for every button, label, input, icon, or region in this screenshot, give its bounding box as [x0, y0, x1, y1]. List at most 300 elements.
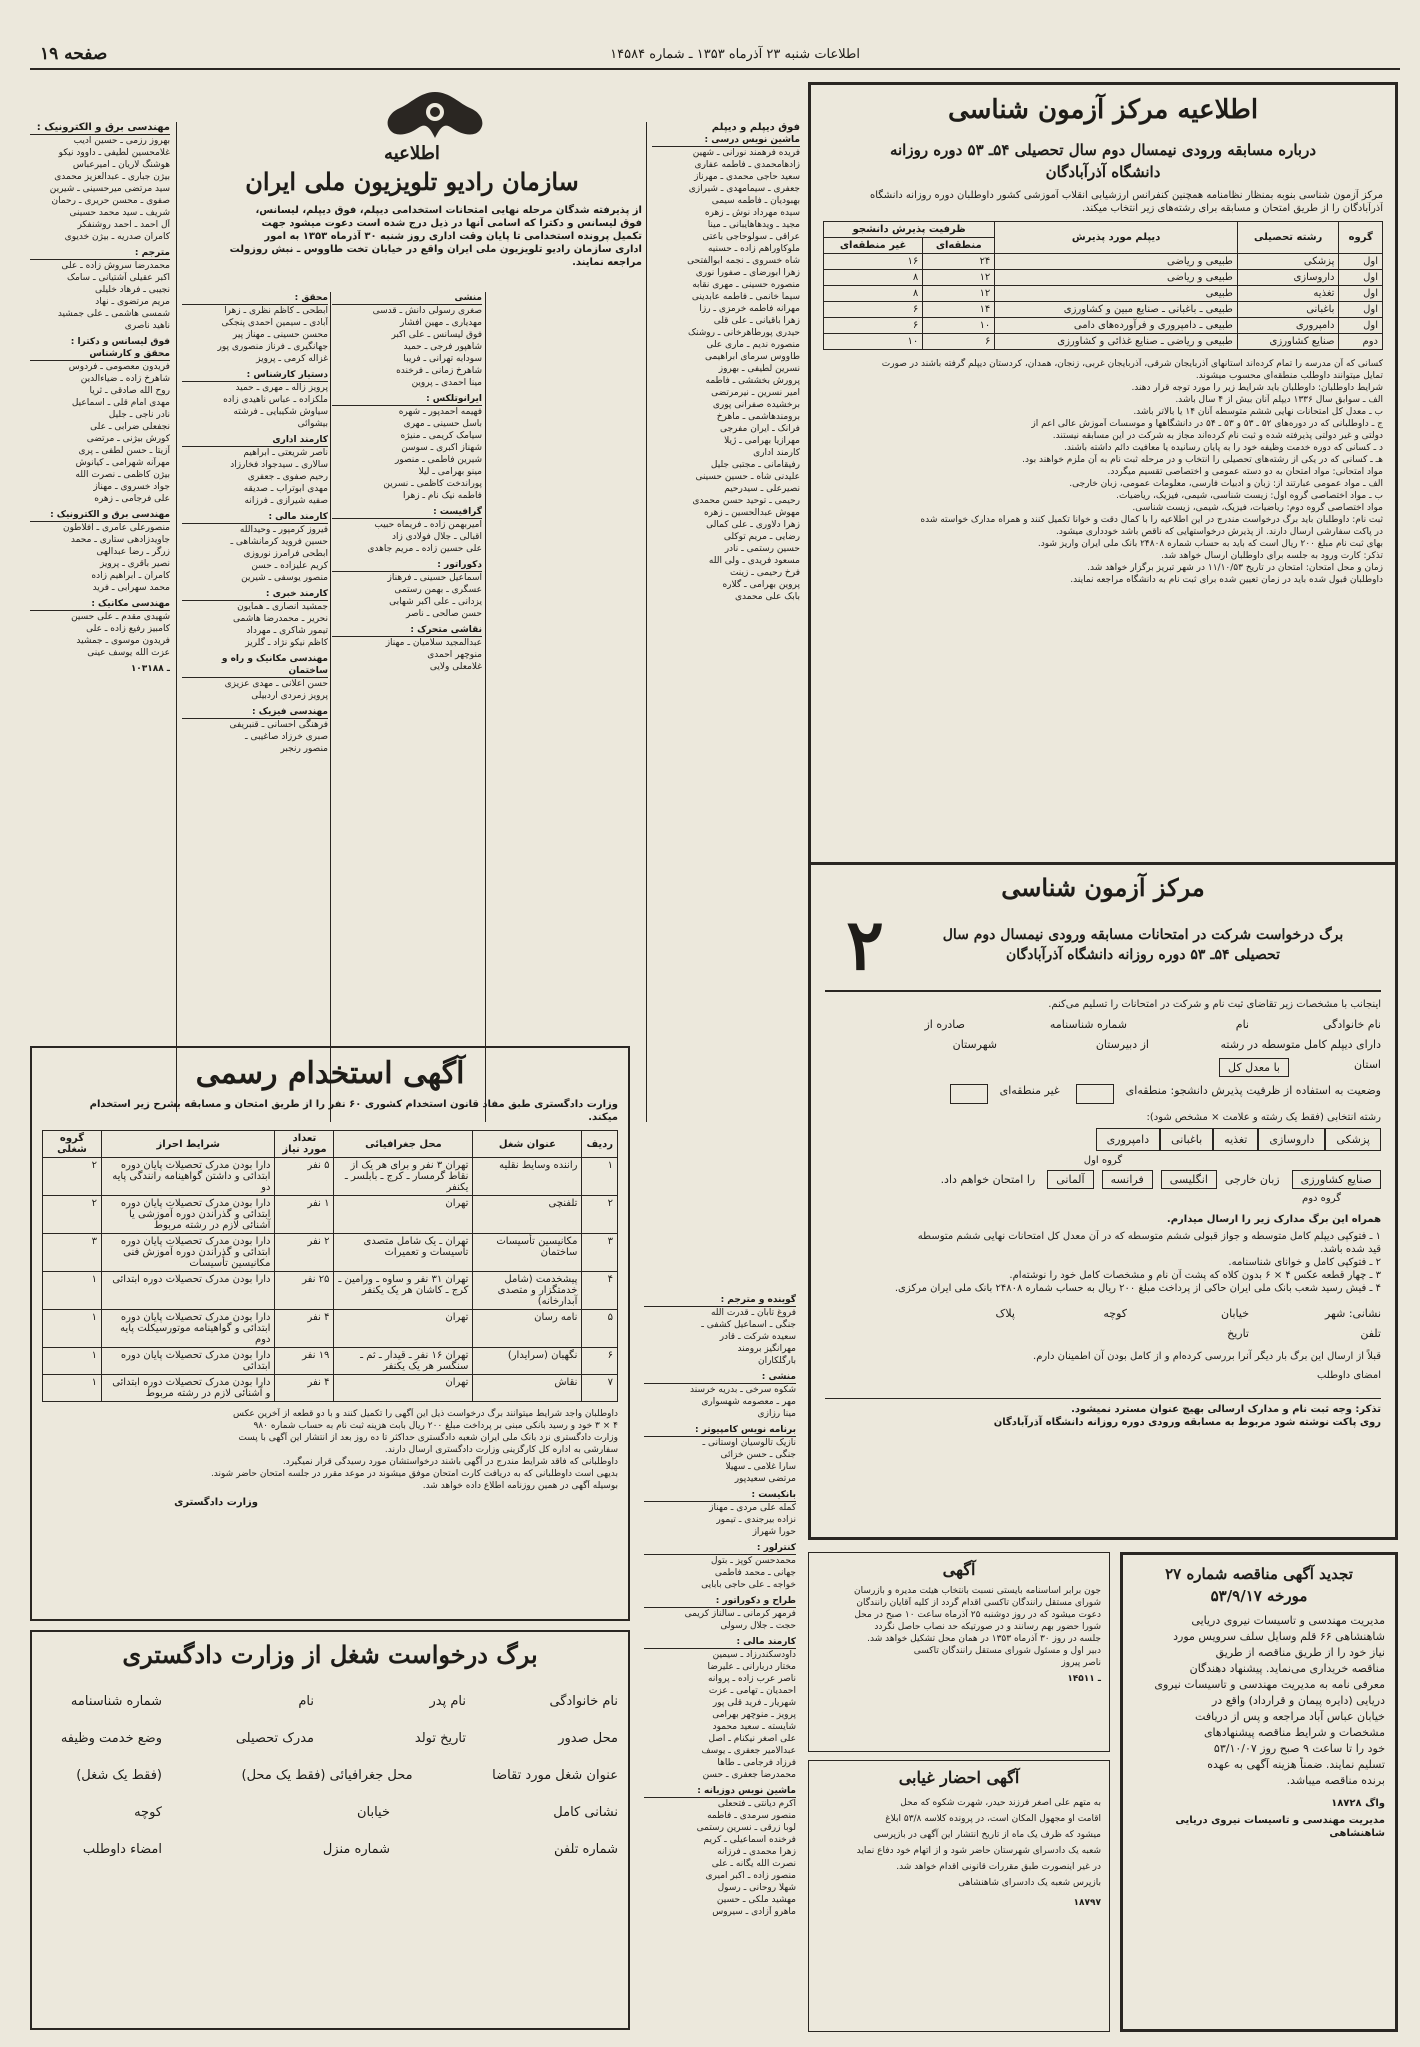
- form-field-label[interactable]: تاریخ تولد: [414, 1731, 466, 1746]
- language-suffix: را امتحان خواهم داد.: [940, 1173, 1036, 1186]
- table-cell: تهران ـ یک شامل متصدی تأسیسات و تعمیرات: [334, 1234, 473, 1272]
- table-cell: اول: [1339, 318, 1383, 334]
- name-item: فرخ رحیمی ـ زینت: [729, 568, 800, 578]
- name-item: سیده مهرداد نوش ـ زهره: [704, 208, 800, 218]
- estekhdam-body-line: وزارت دادگستری نزد بانک ملی ایران شعبه دادگستری حداکثر تا ده روز بعد از انتشار این آگهی با پست: [238, 1433, 618, 1443]
- name-item: اقبالی ـ جلال فولادی زاد: [391, 532, 482, 542]
- name-item: سعیده شرکت ـ قادر: [719, 1332, 796, 1342]
- name-item: عبدالامیر جعفری ـ یوسف: [701, 1746, 796, 1756]
- name-item: فریدون موسوی ـ جمشید: [76, 636, 170, 646]
- name-item: جمشید انصاری ـ همایون: [237, 602, 328, 612]
- notice-body-line: دولتی و غیر دولتی پذیرفته شده و ثبت نام کرده‌اند مجاز به شرکت در این مسابقه نیستند.: [1052, 431, 1383, 441]
- table-cell: طبیعی و ریاضی: [995, 254, 1238, 270]
- name-item: نجفعلی ضرابی ـ علی: [90, 422, 170, 432]
- ehzar-line: بازپرس شعبه یک دادسرای شاهنشاهی: [958, 1878, 1101, 1888]
- language-options: [1043, 1170, 1217, 1189]
- notice-intro: [823, 189, 1383, 215]
- name-item: مهرانه فاطمه خرمزی ـ رزا: [699, 304, 800, 314]
- notice-body-line: د ـ کسانی که دوره خدمت وظیفه خود را به پایان رسانیده یا معافیت دائم داشته باشند.: [1063, 443, 1383, 453]
- table-row: [43, 1348, 618, 1375]
- form-field-label[interactable]: نشانی کامل: [553, 1805, 618, 1820]
- name-item: شاهرخ زمانی ـ فرخنده: [396, 366, 482, 376]
- docs-list: [825, 1230, 1381, 1295]
- form2-container: [808, 862, 1398, 1540]
- name-item: محسن حسینی ـ مهناز پیر: [232, 330, 328, 340]
- table-cell: دوم: [1339, 334, 1383, 350]
- name-list: [30, 522, 170, 594]
- table-cell: باغبانی: [1237, 302, 1339, 318]
- name-item: نزاده بیرجندی ـ تیمور: [716, 1515, 796, 1525]
- name-item: پوراندخت کاظمی ـ نسرین: [383, 479, 482, 489]
- dadgostari-form: [30, 1630, 630, 2030]
- table-cell: دامپروری: [1237, 318, 1339, 334]
- name-item: منصور سرمدی ـ فاطمه: [707, 1811, 796, 1821]
- name-item: غزاله کرمی ـ پرویز: [256, 354, 328, 364]
- name-item: شمسی هاشمی ـ علی جمشید: [57, 309, 170, 319]
- section-subheading: محقق و کارشناس: [30, 348, 170, 361]
- table-cell: ۵ نفر: [275, 1158, 334, 1196]
- table-header: رشته تحصیلی: [1237, 222, 1339, 254]
- column-rule: [330, 292, 331, 1122]
- name-item: جواد خسروی ـ مهناز: [93, 482, 170, 492]
- notice-body-line: در پاکت سفارشی ارسال دارند. از پذیرش درخواستهایی که ناقص باشد خودداری میشود.: [1055, 527, 1383, 537]
- form2-row1: [825, 1018, 1381, 1031]
- table-cell: تغذیه: [1237, 286, 1339, 302]
- name-item: زهرا ابورضای ـ صفورا نوری: [695, 268, 800, 278]
- table-header: شرایط احراز: [102, 1131, 275, 1158]
- estekhdam-body-line: بدیهی است داوطلبانی که به دریافت کارت امتحان موفق میشوند در موعد مقرر در جلسه امتحان حاضر شوند.: [210, 1469, 618, 1479]
- name-item: زادهامحمدی ـ فاطمه عفاری: [694, 160, 800, 170]
- aghahi-line: جلسه در روز ۳۰ آذرماه ۱۳۵۳ در همان محل تشکیل خواهد شد.: [867, 1634, 1101, 1644]
- table-cell: اول: [1339, 270, 1383, 286]
- table-cell: تهران ۳ نفر و برای هر یک از نقاط گرمسار ـ کرج ـ بابلسر ـ یکنفر: [334, 1158, 473, 1196]
- name-item: نازیک تالوسیان اوستانی ـ: [702, 1438, 796, 1448]
- name-item: مینا احمدی ـ پروین: [411, 378, 482, 388]
- form-row: [42, 1731, 618, 1746]
- section-heading: کارمند مالی :: [644, 1636, 796, 1649]
- notice-body: [823, 358, 1383, 586]
- ehzar-line: شعبه یک دادسرای شهرستان حاضر شود و از اتهام خود دفاع نماید: [856, 1846, 1101, 1856]
- table-cell: طبیعی و ریاضی ـ صنایع غذائی و کشاورزی: [995, 334, 1238, 350]
- nonregion-check[interactable]: [950, 1084, 988, 1104]
- name-item: ناهید ناصری: [124, 321, 170, 331]
- form-field-label[interactable]: وضع خدمت وظیفه: [60, 1731, 162, 1746]
- language-option[interactable]: آلمانی: [1047, 1170, 1093, 1189]
- name-item: صفیه شیرازی ـ فرزانه: [244, 496, 328, 506]
- doc-item: ۲ ـ فتوکپی کامل و خوانای شناسنامه.: [1228, 1257, 1381, 1268]
- name-item: زهرا باقیانی ـ علی قلی: [713, 316, 800, 326]
- name-item: جعفری ـ سیمامهدی ـ شیرازی: [688, 184, 800, 194]
- form-field-label[interactable]: نام پدر: [429, 1694, 466, 1709]
- field-label[interactable]: شماره شناسنامه: [1049, 1018, 1127, 1031]
- name-item: فریده فرهمند نورانی ـ شهین: [692, 148, 800, 158]
- name-item: سید مرتضی میرحسینی ـ شیرین: [49, 184, 170, 194]
- form-field-label[interactable]: نام: [298, 1694, 314, 1709]
- name-item: عراقی ـ سولوحاجی باعتی: [702, 232, 800, 242]
- name-item: شهناز اکبری ـ سوسن: [401, 443, 482, 453]
- radio-col-right: [490, 292, 642, 1122]
- table-cell: اول: [1339, 286, 1383, 302]
- table-row: [43, 1375, 618, 1402]
- form-row: [42, 1805, 618, 1820]
- form2-row3: [825, 1058, 1381, 1077]
- table-cell: پزشکی: [1237, 254, 1339, 270]
- table-cell: دارا بودن مدرک تحصیلات دوره ابتدائی و آشنائی لازم در رشته مربوط: [102, 1375, 275, 1402]
- name-item: جاویدزادهی ستاری ـ محمد: [70, 535, 170, 545]
- group1-option[interactable]: پزشکی: [1325, 1128, 1381, 1151]
- language-label: زبان خارجی: [1224, 1173, 1280, 1186]
- name-item: سیامک کریمی ـ منیژه: [400, 431, 482, 441]
- address-row: [825, 1307, 1381, 1320]
- form2-footer2: روی پاکت نوشته شود مربوط به مسابقه ورودی دوره روزانه دانشگاه آذرآبادگان: [993, 1417, 1381, 1428]
- table-cell: ۴ نفر: [275, 1375, 334, 1402]
- radio-title: سازمان رادیو تلویزیون ملی ایران: [245, 167, 579, 196]
- field-label[interactable]: تاریخ: [1227, 1327, 1249, 1340]
- section-heading: بانکیست :: [644, 1489, 796, 1502]
- radio-col-mid: [332, 292, 482, 1122]
- estekhdam-table: [42, 1130, 618, 1402]
- table-row: [43, 1158, 618, 1196]
- table-cell: ۱۰: [824, 334, 923, 350]
- field-label[interactable]: نشانی: شهر: [1324, 1307, 1381, 1320]
- form-field-label[interactable]: شماره منزل: [322, 1842, 390, 1857]
- estekhdam-intro: [42, 1098, 618, 1124]
- field-label[interactable]: نام: [1235, 1018, 1249, 1031]
- field-label[interactable]: خیابان: [1221, 1307, 1249, 1320]
- name-item: نصیر باقری ـ پرویز: [99, 559, 170, 569]
- table-row: [824, 270, 1383, 286]
- notice-body-line: کسانی که آن مدرسه را تمام کرده‌اند استانهای آذربایجان شرقی، آذربایجان غربی، زنجان، همدان، کردستان دیپلم گرفته باشند در صورت: [881, 359, 1383, 369]
- form-field-label[interactable]: امضاء داوطلب: [82, 1842, 162, 1857]
- monaqese-line: مناقصه خریداری می‌نماید. پیشنهاد دهندگان: [1189, 1662, 1385, 1675]
- name-item: ابطحی ـ کاظم نظری ـ زهرا: [224, 306, 328, 316]
- name-item: ناصر شریعتی ـ ابراهیم: [243, 448, 328, 458]
- group2-option[interactable]: صنایع کشاورزی: [1292, 1170, 1381, 1189]
- form-field-label[interactable]: شماره تلفن: [554, 1842, 618, 1857]
- table-cell: دارا بودن مدرک تحصیلات پایان دوره ابتدائی و گذراندن دوره آموزش فنی مکانیسین تأسیسات: [102, 1234, 275, 1272]
- name-item: شکوه سرخی ـ بدریه خرسند: [690, 1385, 796, 1395]
- field-label[interactable]: وضعیت به استفاده از ظرفیت پذیرش دانشجو: منطقه‌ای: [1125, 1084, 1381, 1097]
- monaqese-line: برنده مناقصه میباشد.: [1286, 1774, 1385, 1787]
- form2-closing: قبلاً از ارسال این برگ بار دیگر آنرا بررسی کرده‌ام و از کامل بودن آن اطمینان دارم.: [1033, 1351, 1381, 1362]
- name-item: برخشیده صفرانی پوری: [712, 400, 800, 410]
- section-heading: دستیار کارشناس :: [182, 369, 328, 382]
- form2-row4: [825, 1084, 1381, 1104]
- notice-body-line: شرایط داوطلبان: داوطلبان باید شرایط زیر را مورد توجه قرار دهند.: [1131, 383, 1383, 393]
- section-heading: برنامه نویس کامپیوتر :: [644, 1424, 796, 1437]
- table-header: غیر منطقه‌ای: [824, 238, 923, 254]
- name-list: [30, 611, 170, 659]
- intro-line: میکند.: [588, 1112, 618, 1123]
- name-item: برومندهاشمی ـ ماهرخ: [716, 412, 800, 422]
- table-cell: دارا بودن مدرک تحصیلات پایان دوره ابتدائی و داشتن گواهینامه رانندگی پایه دو: [102, 1158, 275, 1196]
- doc-item: ۱ ـ فتوکپی دیپلم کامل متوسطه و جواز قبولی ششم متوسطه که در آن معدل کل امتحانات نهایی ششم متوسطه: [917, 1231, 1381, 1242]
- monaqese-signature: مدیریت مهندسی و تاسیسات نیروی دریایی شاهنشاهی: [1175, 1815, 1385, 1839]
- table-cell: ۸: [824, 270, 923, 286]
- table-cell: طبیعی: [995, 286, 1238, 302]
- table-row: [824, 334, 1383, 350]
- field-label[interactable]: دارای دیپلم کامل متوسطه در رشته: [1220, 1038, 1381, 1051]
- name-item: یزدانی ـ علی اکبر شهابی: [389, 597, 482, 607]
- ehzar-line: در غیر اینصورت طبق مقررات قانونی اقدام خواهد شد.: [896, 1862, 1101, 1872]
- form2-big-number: ۲: [846, 903, 884, 986]
- notice-body-line: الف ـ مواد عمومی عبارتند از: زبان و ادبیات فارسی، معلومات عمومی، زبان خارجی.: [1069, 479, 1383, 489]
- name-item: علی حسین زاده ـ مریم جاهدی: [367, 544, 482, 554]
- table-cell: ۱۶: [824, 254, 923, 270]
- ehzar-line: به متهم علی اصغر فرزند حیدر، شهرت شکوه که محل: [900, 1798, 1101, 1808]
- table-cell: دارا بودن مدرک تحصیلات دوره ابتدائی: [102, 1272, 275, 1310]
- field-label[interactable]: با معدل کل: [1219, 1058, 1289, 1077]
- form-field-label[interactable]: شماره شناسنامه: [70, 1694, 162, 1709]
- name-item: بارگلکاران: [757, 1356, 796, 1366]
- form-field-label[interactable]: کوچه: [134, 1805, 162, 1820]
- aghahi-line: دبیر اول و مسئول شورای مستقل رانندگان تاکسی: [913, 1646, 1101, 1656]
- table-cell: ۶: [824, 302, 923, 318]
- aghahi-line: ناصر پیروز: [1061, 1658, 1101, 1668]
- name-item: مهرانگیز برومند: [737, 1344, 796, 1354]
- table-cell: ۴: [582, 1272, 618, 1310]
- ehzar-title: آگهی احضار غیابی: [898, 1768, 1020, 1787]
- group1-option[interactable]: باغبانی: [1160, 1128, 1213, 1151]
- table-cell: ۱: [582, 1158, 618, 1196]
- field-label[interactable]: شهرستان: [952, 1038, 997, 1051]
- monaqese-line: خود را تا ساعت ۹ صبح روز ۵۳/۱۰/۰۷: [1213, 1742, 1385, 1755]
- section-subheading: ماشین نویس درسی :: [652, 134, 800, 147]
- center-strip: [640, 1290, 800, 2035]
- section-heading: مهندسی مکانیک و راه و ساختمان: [182, 653, 328, 678]
- name-item: منصورعلی عامری ـ افلاطون: [63, 523, 170, 533]
- form2-signature: امضای داوطلب: [1316, 1370, 1381, 1381]
- name-item: صفوی ـ محسن حریری ـ رحمان: [51, 196, 170, 206]
- region-check[interactable]: [1076, 1084, 1114, 1104]
- name-item: مجید ـ ویدهاهایبانی ـ مینا: [707, 220, 800, 230]
- name-item: منصوره ندیم ـ ماری علی: [706, 340, 800, 350]
- group1-options: [825, 1128, 1381, 1151]
- name-item: کامبیز رفیع زاده ـ علی: [86, 624, 170, 634]
- form2-title2: تحصیلی ۵۴ـ ۵۳ دوره روزانه دانشگاه آذرآبادگان: [1006, 946, 1280, 963]
- table-header: ردیف: [582, 1131, 618, 1158]
- name-item: بیشوائی: [297, 419, 328, 429]
- form-field-label[interactable]: مدرک تحصیلی: [235, 1731, 314, 1746]
- name-item: حسین فروید کرمانشاهی ـ: [230, 537, 328, 547]
- name-item: مهدی امام قلی ـ اسماعیل: [71, 398, 170, 408]
- name-item: غلامحسین لطیفی ـ داوود نیکو: [58, 148, 170, 158]
- table-cell: صنایع کشاورزی: [1237, 334, 1339, 350]
- name-item: ابطحی فرامرز نوروزی: [243, 549, 328, 559]
- radio-col-right-list: [652, 122, 800, 1122]
- notice-body-line: داوطلبان قبول شده باید در زمان تعیین شده برای ثبت نام به دانشگاه مراجعه نمایند.: [1070, 575, 1383, 585]
- name-item: مریم مرتضوی ـ نهاد: [95, 297, 170, 307]
- name-item: جهانی ـ محمد فاطمی: [714, 1568, 796, 1578]
- table-row: [824, 254, 1383, 270]
- group2-label: گروه دوم: [1302, 1193, 1341, 1204]
- name-item: محمدرضا سروش زاده ـ علی: [61, 261, 170, 271]
- table-row: [824, 318, 1383, 334]
- table-cell: اول: [1339, 254, 1383, 270]
- section-heading: ماشین نویس دوزبانه :: [644, 1785, 796, 1798]
- aghahi-line: شورای مستقل رانندگان تاکسی اقدام گردد از کلیه آقایان رانندگان: [856, 1598, 1101, 1608]
- table-cell: راننده وسایط نقلیه: [473, 1158, 582, 1196]
- notice-body-line: مواد امتحانی: مواد امتحان به دو دسته عمومی و اختصاصی تقسیم میگردد.: [1107, 467, 1383, 477]
- notice-body-line: زمان و محل امتحان: امتحان در تاریخ ۱۱/۱۰/۵۳ در شهر تبریز برگزار خواهد شد.: [1087, 563, 1383, 573]
- name-item: امیر نسرین ـ نیرمرتضی: [711, 388, 800, 398]
- name-item: علی اصغر نیکنام ـ اصل: [708, 1734, 796, 1744]
- name-item: تیمور شاکری ـ مهرداد: [246, 626, 328, 636]
- emblem-icon: [380, 88, 490, 144]
- radio-notice: [30, 82, 800, 1122]
- name-item: شاهپور فرجی ـ حمید: [403, 342, 482, 352]
- name-item: صغری رسولی دانش ـ قدسی: [372, 306, 482, 316]
- table-cell: مکانیسین تأسیسات ساختمان: [473, 1234, 582, 1272]
- table-cell: نگهبان (سرایدار): [473, 1348, 582, 1375]
- group1-option[interactable]: دامپروری: [1096, 1128, 1160, 1151]
- form2-footer1: تذکر: وجه ثبت نام و مدارک ارسالی بهیچ عنوان مسترد نمیشود.: [1071, 1404, 1381, 1415]
- name-item: منصور یوسفی ـ شیرین: [241, 573, 328, 583]
- notice-body-line: هـ ـ کسانی که در یکی از رشته‌های تحصیلی را انتخاب و در مرحله ثبت نام به آن ملزم خواهند بود.: [1022, 455, 1383, 465]
- table-header: محل جغرافیائی: [334, 1131, 473, 1158]
- name-item: رفیقامانی ـ مجتبی جلیل: [710, 460, 800, 470]
- field-label[interactable]: تلفن: [1360, 1327, 1381, 1340]
- group1-option[interactable]: تغذیه: [1213, 1128, 1258, 1151]
- radio-code: ـ ۱۰۳۱۸۸: [130, 664, 170, 674]
- name-item: عزت الله یوسف عینی: [87, 648, 170, 658]
- table-row: [824, 286, 1383, 302]
- name-item: منصور رنجبر: [280, 744, 328, 754]
- table-header-row: [824, 222, 1383, 238]
- language-option[interactable]: فرانسه: [1102, 1170, 1153, 1189]
- field-label[interactable]: از دبیرستان: [1095, 1038, 1149, 1051]
- radio-intro-line: از پذیرفته شدگان مرحله نهایی امتحانات استخدامی دیپلم، فوق دیپلم، لیسانس،: [255, 205, 642, 216]
- form2-instruction: اینجانب با مشخصات زیر تقاضای ثبت نام و شرکت در امتحانات را تسلیم می‌کنم.: [1048, 999, 1381, 1010]
- form-field-label[interactable]: محل صدور: [558, 1731, 618, 1746]
- name-list: [30, 361, 170, 505]
- radio-col-far-left: [30, 122, 170, 1122]
- field-label[interactable]: نام خانوادگی: [1323, 1018, 1381, 1031]
- estekhdam-body: [42, 1408, 618, 1492]
- field-label[interactable]: غیر منطقه‌ای: [999, 1084, 1060, 1097]
- section-heading: کارمند مالی :: [182, 511, 328, 524]
- table-row: [824, 302, 1383, 318]
- radio-intro-line: اداری سازمان رادیو تلویزیون ملی ایران واقع در خیابان تخت طاووس ـ نبش روزولت: [229, 244, 642, 255]
- table-cell: ۲ نفر: [275, 1234, 334, 1272]
- table-cell: دارا بودن مدرک تحصیلات پایان دوره ابتدائی و گواهینامه موتورسیکلت پایه دوم: [102, 1310, 275, 1348]
- table-row: [43, 1234, 618, 1272]
- name-item: شایسته ـ سعید محمود: [712, 1722, 796, 1732]
- notice-body-line: ب ـ معدل کل امتحانات نهایی ششم متوسطه آنان ۱۴ یا بالاتر باشد.: [1133, 407, 1383, 417]
- name-item: آل احمد ـ احمد روشنفکر: [77, 220, 170, 230]
- name-item: شریف ـ سید محمد حسینی: [69, 208, 170, 218]
- table-cell: ۷: [582, 1375, 618, 1402]
- form-field-label[interactable]: عنوان شغل مورد تقاضا: [492, 1768, 618, 1783]
- name-item: فریدون معصومی ـ فردوس: [68, 362, 170, 372]
- name-item: کارمند اداری: [753, 448, 800, 458]
- aghahi-code: ـ ۱۴۵۱۱: [1067, 1674, 1101, 1684]
- table-cell: ۱۰: [923, 318, 995, 334]
- table-cell: ۱۲: [923, 270, 995, 286]
- estekhdam-signature: وزارت دادگستری: [174, 1497, 258, 1508]
- monaqese-line: معرفی نامه به مدیریت مهندسی و تاسیسات نیروی: [1154, 1678, 1385, 1691]
- table-row: [43, 1310, 618, 1348]
- name-item: فاطمه نیک نام ـ زهرا: [403, 491, 482, 501]
- section-heading: منشی: [332, 292, 482, 305]
- name-item: مینو بهرامی ـ لیلا: [418, 467, 482, 477]
- estekhdam-title: آگهی استخدام رسمی: [195, 1056, 465, 1091]
- name-item: کامران صدریه ـ بیژن خدیوی: [64, 232, 170, 242]
- notice-title: اطلاعیه مرکز آزمون شناسی: [947, 95, 1259, 125]
- form-field-label[interactable]: (فقط یک شغل): [76, 1768, 163, 1783]
- name-item: مسعود فریدی ـ ولی الله: [708, 556, 800, 566]
- table-cell: ۲: [43, 1196, 102, 1234]
- section-heading: فوق دیپلم و دیپلم: [711, 122, 800, 133]
- field-label[interactable]: کوچه: [1103, 1307, 1127, 1320]
- name-item: فرهنگی احسانی ـ قنبریفی: [229, 720, 328, 730]
- language-option[interactable]: انگلیسی: [1161, 1170, 1217, 1189]
- dadgostari-form-title: برگ درخواست شغل از وزارت دادگستری: [122, 1640, 538, 1669]
- name-item: آزیتا ـ حسن لطفی ـ پری: [78, 446, 170, 456]
- name-item: حسن صالحی ـ ناصر: [406, 609, 482, 619]
- form-field-label[interactable]: خیابان: [356, 1805, 390, 1820]
- name-item: غلامعلی ولایی: [429, 662, 482, 672]
- group1-option[interactable]: داروسازی: [1258, 1128, 1325, 1151]
- table-cell: ۳: [43, 1234, 102, 1272]
- name-item: زهرا دلاوری ـ علی کمالی: [706, 520, 800, 530]
- monaqese-line: مدیریت مهندسی و تاسیسات نیروی دریایی: [1191, 1614, 1385, 1627]
- section-heading: کنترلور :: [644, 1542, 796, 1555]
- name-item: مهرآنه شهرامی ـ کیانوش: [75, 458, 170, 468]
- field-label[interactable]: پلاک: [995, 1307, 1015, 1320]
- field-label[interactable]: صادره از: [924, 1018, 965, 1031]
- name-item: کامران ـ ابراهیم زاده: [91, 571, 170, 581]
- estekhdam-body-line: داوطلبان واجد شرایط میتوانند برگ درخواست ذیل این آگهی را تکمیل کنند و با دو قطعه از آخرین عکس: [232, 1409, 618, 1419]
- table-row: [43, 1196, 618, 1234]
- name-item: سودابه تهرانی ـ فریبا: [403, 354, 482, 364]
- section-heading: گرافیست :: [332, 506, 482, 519]
- name-item: شاهرخ زاده ـ ضیاءالدین: [80, 374, 170, 384]
- name-item: ملوکاوراهم زاده ـ حسنیه: [707, 244, 800, 254]
- name-item: اکبر عقیلی آشتیانی ـ سامک: [66, 273, 170, 283]
- name-item: مرتضی سعیدپور: [734, 1474, 796, 1484]
- name-item: فرانک ـ ایران مفرجی: [719, 424, 800, 434]
- ehzar-body: [817, 1795, 1101, 1891]
- monaqese-line: دریایی (دایره پیمان و قرارداد) واقع در: [1212, 1694, 1385, 1707]
- table-cell: تلفنچی: [473, 1196, 582, 1234]
- field-label[interactable]: استان: [1353, 1058, 1381, 1071]
- monaqese-date: مورخه ۵۳/۹/۱۷: [1210, 1587, 1308, 1605]
- name-item: بیژن جباری ـ عبدالعزیز محمدی: [54, 172, 170, 182]
- form-field-label[interactable]: محل جغرافیائی (فقط یک محل): [241, 1768, 413, 1783]
- top-header: [30, 40, 1400, 70]
- section-heading: دکوراتور :: [332, 559, 482, 572]
- radio-notice-label: اطلاعیه: [384, 143, 440, 164]
- table-cell: ۳: [582, 1234, 618, 1272]
- ehzar-line: اقامت او مجهول المکان است، در پرونده کلاسه ۵۳/۸ ابلاغ: [885, 1814, 1101, 1824]
- aghahi-body: [817, 1585, 1101, 1669]
- ehzar-notice: [808, 1760, 1110, 2032]
- table-cell: داروسازی: [1237, 270, 1339, 286]
- form-field-label[interactable]: نام خانوادگی: [549, 1694, 618, 1709]
- name-list: [30, 260, 170, 332]
- name-item: منصور زاده ـ اکبر امیری: [705, 1871, 796, 1881]
- table-cell: ۱۲: [923, 286, 995, 302]
- table-cell: طبیعی ـ دامپروری و فرآورده‌های دامی: [995, 318, 1238, 334]
- name-item: مهرازیا بهرامی ـ ژیلا: [724, 436, 800, 446]
- section-heading: گوینده و مترجم :: [644, 1294, 796, 1307]
- estekhdam-body-line: سفارشی به اداره کل کارگزینی وزارت دادگستری ارسال دارند.: [384, 1445, 618, 1455]
- name-item: مینا رزازی: [757, 1409, 796, 1419]
- intro-line: وزارت دادگستری طبق مفاد قانون استخدام کشوری ۶۰ نفر را از طریق امتحان و مسابقه بشرح زیر استخدام: [89, 1099, 618, 1110]
- name-item: جنگی ـ حسن خزائی: [720, 1450, 796, 1460]
- table-row: [43, 1272, 618, 1310]
